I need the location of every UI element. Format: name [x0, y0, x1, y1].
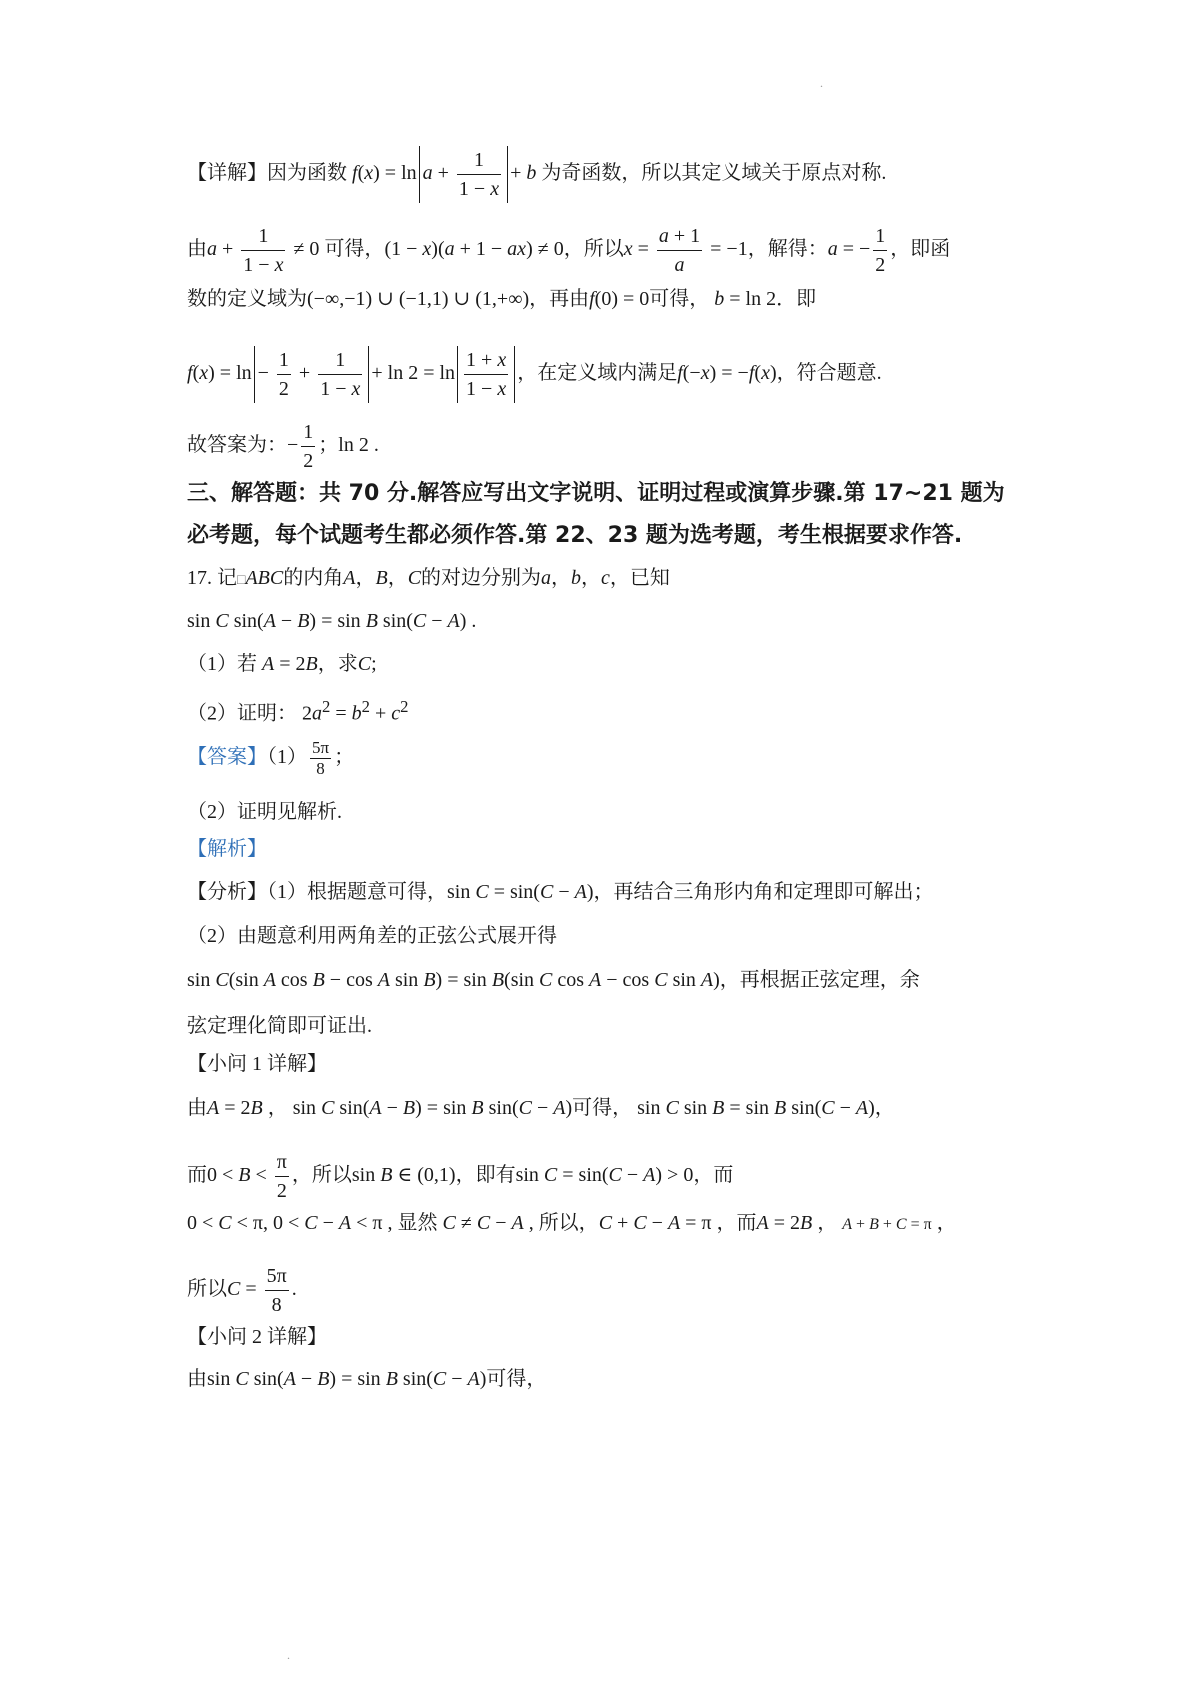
answer-line: 故答案为：− $\frac{1}{2}$ ；ln 2 .	[187, 418, 1050, 475]
answer-tag: 【答案】	[187, 746, 267, 769]
fenxi-2: （2）由题意利用两角差的正弦公式展开得	[187, 925, 557, 947]
detail-line-1: 【详解】因为函数 f(x) = ln a + $\frac{1}{1 - x}$ + b 为奇函数，所以其定义域关于原点对称.	[187, 146, 1050, 203]
detail-line-3: 数的定义域为(−∞,−1) ∪ (−1,1) ∪ (1,+∞)，再由f(0) = 0可得， b = ln 2．即	[187, 288, 817, 310]
answer-row-2: （2）证明见解析.	[187, 801, 342, 823]
fenxi-1: 【分析】（1）根据题意可得，sin C = sin(C − A)，再结合三角形内角和定理即可解出；	[187, 881, 934, 903]
q17-part-2: （2）证明： $2a^2 = b^2 + c^2$	[187, 697, 409, 725]
section-3-heading-1: 三、解答题：共 70 分.解答应写出文字说明、证明过程或演算步骤.第 17~21 题为	[187, 481, 1005, 506]
detail-line-4: f(x) = ln − $\frac{1}{2}$ + $\frac{1}{1 - x}$ + ln 2 = ln $\frac{1 + x}{1 - x}$ ，在定义域内满足f(−x) = −f(x)，符合题意.	[187, 346, 1050, 403]
scan-dot-bottom: .	[287, 1648, 290, 1662]
q17-stem: 17. 记□ABC的内角A，B，C的对边分别为a，b，c，已知	[187, 567, 670, 589]
q17-condition: sin C sin(A − B) = sin B sin(C − A) .	[187, 610, 477, 632]
sub1-tag: 【小问 1 详解】	[187, 1053, 327, 1075]
sub2-tag: 【小问 2 详解】	[187, 1326, 327, 1348]
sub2-line-1: 由sin C sin(A − B) = sin B sin(C − A)可得，	[187, 1368, 547, 1390]
scan-dot-top: .	[820, 76, 823, 90]
detail-line-2: 由a + $\frac{1}{1 - x}$ ≠ 0 可得，(1 − x)(a + 1 − ax) ≠ 0，所以x = $\frac{a + 1}{a}$ = −1，解得：a = − $\frac{1}{2}$ ，即函	[187, 222, 1050, 279]
analysis-tag: 【解析】	[187, 838, 267, 860]
section-3-heading-2: 必考题，每个试题考生都必须作答.第 22、23 题为选考题，考生根据要求作答.	[187, 523, 963, 548]
answer-row: 【答案】（1） $\frac{5\pi}{8}$ ；	[187, 738, 355, 778]
sub1-line-1: 由A = 2B ， sin C sin(A − B) = sin B sin(C − A)可得， sin C sin B = sin B sin(C − A)，	[187, 1097, 895, 1119]
q17-part-1: （1）若 A = 2B，求C;	[187, 653, 377, 675]
sub1-line-4: 所以C = $\frac{5\pi}{8}$ .	[187, 1262, 1050, 1319]
sub1-line-3: 0 < C < π, 0 < C − A < π , 显然 C ≠ C − A , 所以，C + C − A = π ，而A = 2B ， A + B + C = π ，	[187, 1212, 957, 1234]
fenxi-4: 弦定理化简即可证出.	[187, 1015, 372, 1037]
fenxi-3: sin C(sin A cos B − cos A sin B) = sin B(sin C cos A − cos C sin A)，再根据正弦定理，余	[187, 969, 920, 991]
sub1-line-2: 而0 < B < $\frac{\pi}{2}$ ，所以sin B ∈ (0,1)，即有sin C = sin(C − A) > 0，而	[187, 1148, 1050, 1205]
